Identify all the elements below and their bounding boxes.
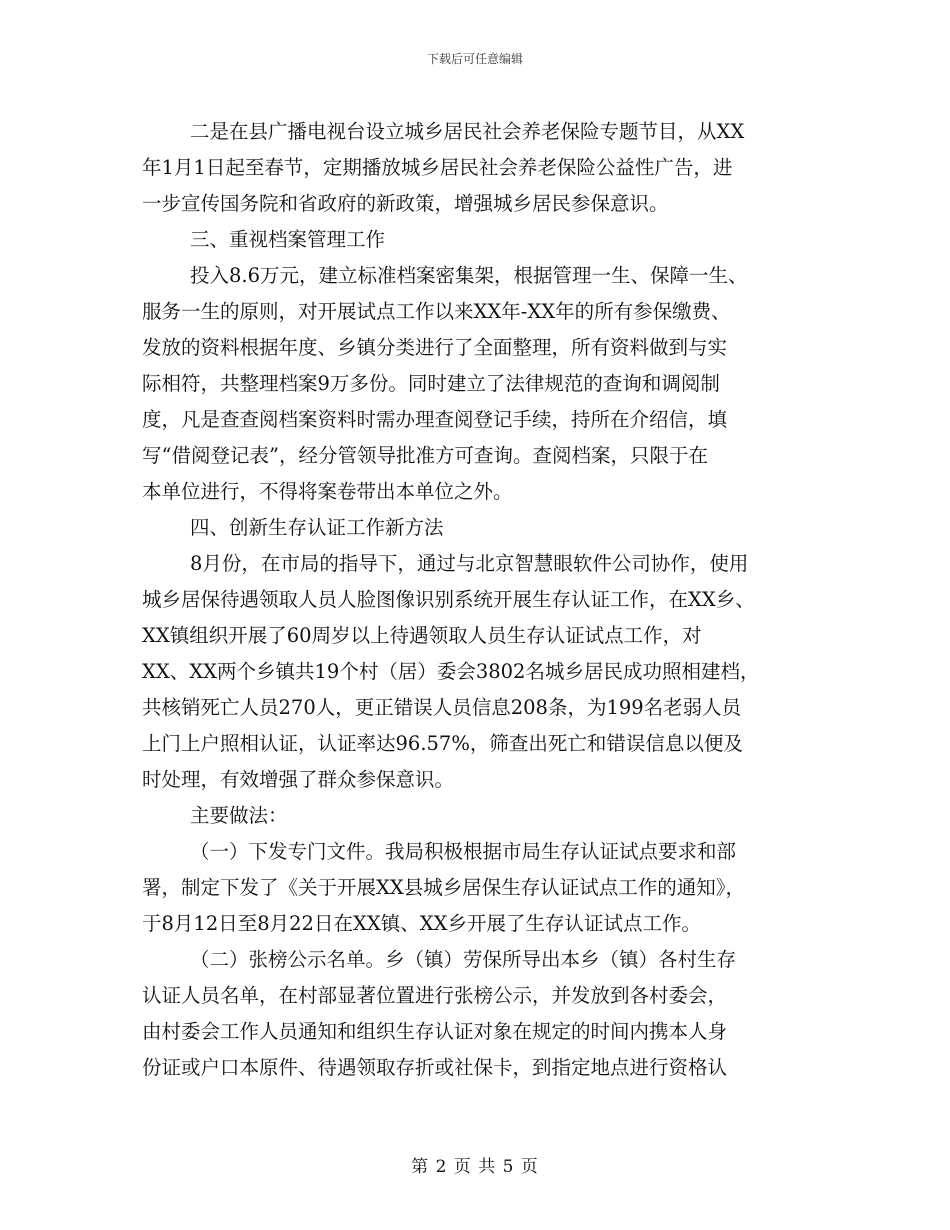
text-line: 二是在县广播电视台设立城乡居民社会养老保险专题节目，从XX [190, 120, 745, 143]
subheading: 主要做法： [190, 804, 288, 827]
text-line: 8月份，在市局的指导下，通过与北京智慧眼软件公司协作，使用 [190, 552, 749, 575]
page-header: 下载后可任意编辑 [426, 52, 523, 66]
text-line: XX镇组织开展了60周岁以上待遇领取人员生存认证试点工作，对 [142, 624, 702, 647]
text-line: 服务一生的原则，对开展试点工作以来XX年-XX年的所有参保缴费、 [142, 300, 731, 323]
text-line: 际相符，共整理档案9万多份。同时建立了法律规范的查询和调阅制 [142, 372, 720, 395]
section-heading: 四、创新生存认证工作新方法 [190, 516, 444, 539]
text-line: 于8月12日至8月22日在XX镇、XX乡开展了生存认证试点工作。 [142, 912, 701, 935]
text-line: 投入8.6万元，建立标准档案密集架，根据管理一生、保障一生、 [190, 264, 748, 287]
text-line: 共核销死亡人员270人，更正错误人员信息208条，为199名老弱人员 [142, 696, 742, 719]
text-line: 由村委会工作人员通知和组织生存认证对象在规定的时间内携本人身 [142, 1020, 728, 1043]
text-line: 时处理，有效增强了群众参保意识。 [142, 768, 455, 791]
text-line: 本单位进行，不得将案卷带出本单位之外。 [142, 480, 513, 503]
text-line: 上门上户照相认证，认证率达96.57%，筛查出死亡和错误信息以便及 [142, 732, 743, 755]
text-line: 写“借阅登记表”，经分管领导批准方可查询。查阅档案，只限于在 [142, 444, 708, 467]
text-line: XX、XX两个乡镇共19个村（居）委会3802名城乡居民成功照相建档， [142, 660, 760, 683]
text-line: 署，制定下发了《关于开展XX县城乡居保生存认证试点工作的通知》， [142, 876, 746, 899]
text-line: 份证或户口本原件、待遇领取存折或社保卡，到指定地点进行资格认 [142, 1056, 728, 1079]
text-line: 一步宣传国务院和省政府的新政策，增强城乡居民参保意识。 [142, 192, 669, 215]
text-line: 年1月1日起至春节，定期播放城乡居民社会养老保险公益性广告，进 [142, 156, 733, 179]
text-line: 城乡居保待遇领取人员人脸图像识别系统开展生存认证工作，在XX乡、 [142, 588, 755, 611]
text-line: 发放的资料根据年度、乡镇分类进行了全面整理，所有资料做到与实 [142, 336, 728, 359]
text-line: 认证人员名单，在村部显著位置进行张榜公示，并发放到各村委会， [142, 984, 728, 1007]
document-body [142, 114, 812, 1086]
text-line: （二）张榜公示名单。乡（镇）劳保所导出本乡（镇）各村生存 [190, 948, 737, 971]
text-line: 度，凡是查查阅档案资料时需办理查阅登记手续，持所在介绍信，填 [142, 408, 728, 431]
page-number: 第 2 页 共 5 页 [411, 1157, 539, 1177]
text-line: （一）下发专门文件。我局积极根据市局生存认证试点要求和部 [190, 840, 737, 863]
section-heading: 三、重视档案管理工作 [190, 228, 386, 251]
